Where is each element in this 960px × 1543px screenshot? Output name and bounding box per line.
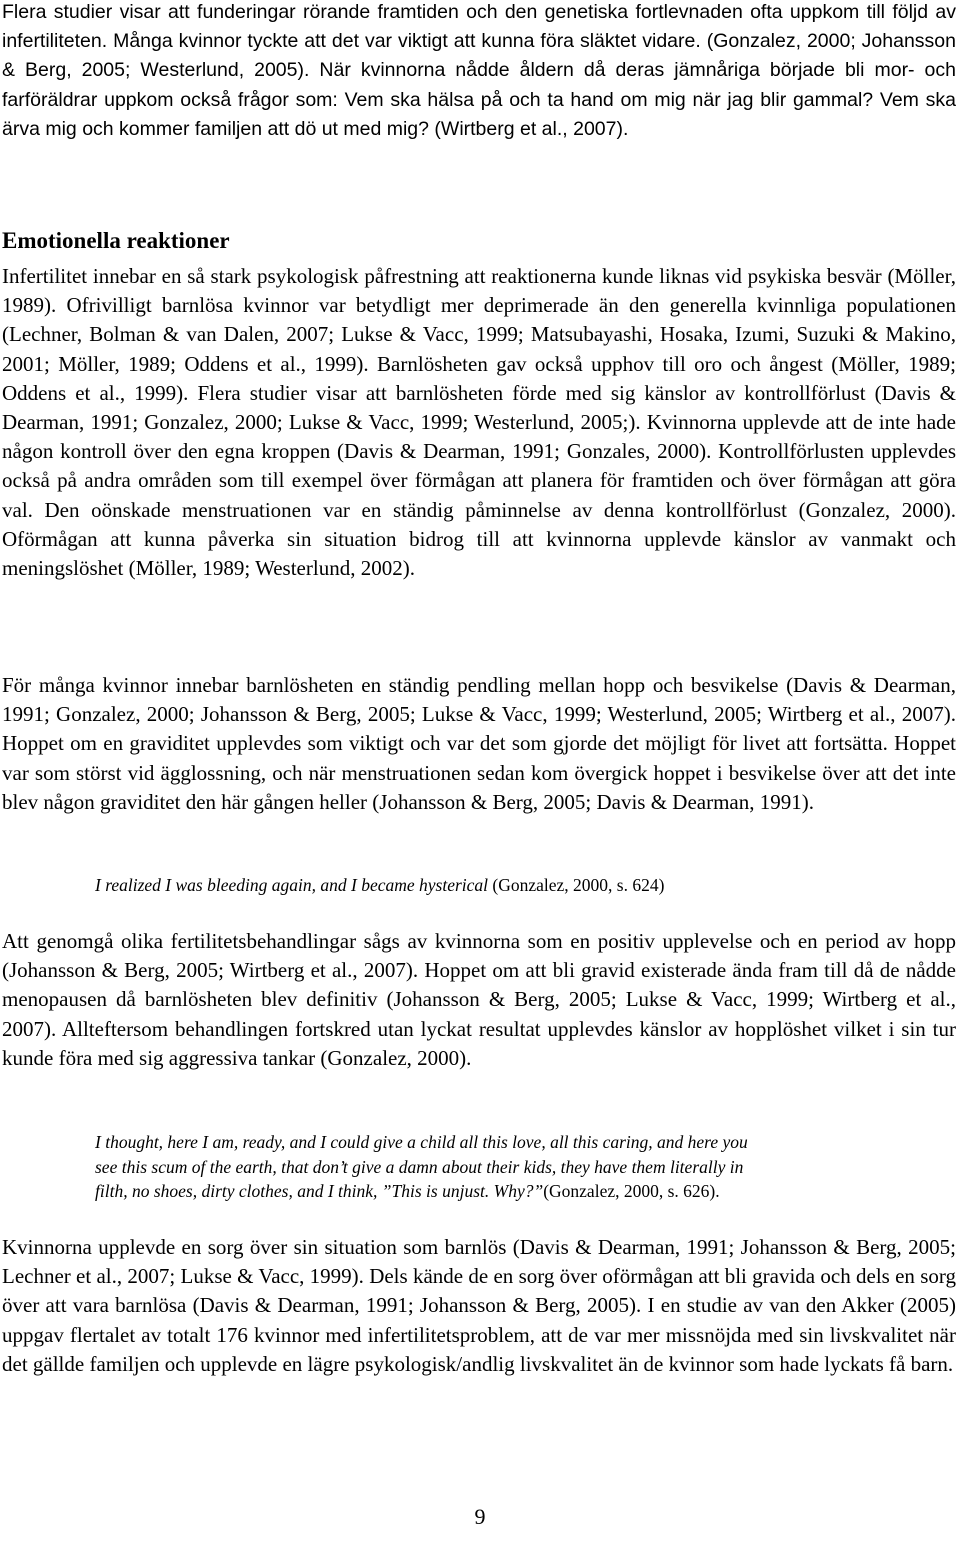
body-paragraph: För många kvinnor innebar barnlösheten en ständig pendling mellan hopp och besvikelse (Davis & Dearman, 1991; Gonzalez, 2000; Johansson & Berg, 2005; Lukse & Vacc, 1999; Westerlund, 2005; Wirtberg et al., 2007). Hoppet om en graviditet upplevdes som viktigt och var det som gjorde det möjligt för livet att fortsätta. Hoppet var som störst vid ägglossning, och när menstruationen sedan kom övergick hoppet i besvikelse över att det inte blev någon graviditet den här gången heller (Johansson & Berg, 2005; Davis & Dearman, 1991). — [2, 673, 956, 814]
quote-citation: (Gonzalez, 2000, s. 626). — [543, 1181, 720, 1201]
body-paragraph: Kvinnorna upplevde en sorg över sin situation som barnlös (Davis & Dearman, 1991; Johansson & Berg, 2005; Lechner et al., 2007; Lukse & Vacc, 1999). Dels kände de en sorg över oförmågan att bli gravida och dels en sorg över att vara barnlösa (Davis & Dearman, 1991; Johansson & Berg, 2005). I en studie av van den Akker (2005) uppgav flertalet av totalt 176 kvinnor med infertilitetsproblem, att de var mer missnöjda med sin livskvalitet när det gällde familjen och upplevde en lägre psykologisk/andlig livskvalitet än de kvinnor som hade lyckats få barn. — [2, 1235, 956, 1376]
quote-line: filth, no shoes, dirty clothes, and I think, ”This is unjust. Why?” — [95, 1181, 544, 1201]
body-paragraph: Flera studier visar att funderingar rörande framtiden och den genetiska fortlevnaden ofta uppkom till följd av infertiliteten. Många kvinnor tyckte att det var viktigt att kunna föra släktet vidare. (Gonzalez, 2000; Johansson & Berg, 2005; Westerlund, 2005). När kvinnorna nådde åldern då deras jämnåriga började bli mor- och farföräldrar uppkom också frågor som: Vem ska hälsa på och ta hand om mig när jag blir gammal? Vem ska ärva mig och kommer familjen att dö ut med mig? (Wirtberg et al., 2007). — [2, 1, 956, 140]
quote-citation: (Gonzalez, 2000, s. 624) — [488, 875, 665, 895]
section-heading: Emotionella reaktioner — [2, 228, 230, 253]
page-number: 9 — [474, 1504, 486, 1529]
block-quote — [95, 873, 915, 898]
quote-text: I realized I was bleeding again, and I became hysterical — [95, 875, 489, 895]
body-paragraph: Att genomgå olika fertilitetsbehandlingar sågs av kvinnorna som en positiv upplevelse och en period av hopp (Johansson & Berg, 2005; Wirtberg et al., 2007). Hoppet om att bli gravid existerade ända fram till då de nådde menopausen då barnlösheten blev definitiv (Johansson & Berg, 2005; Lukse & Vacc, 1999; Wirtberg et al., 2007). Allteftersom behandlingen fortskred utan lyckat resultat upplevdes känslor av hopplöshet vilket i sin tur kunde föra med sig aggressiva tankar (Gonzalez, 2000). — [2, 929, 956, 1070]
body-paragraph: Infertilitet innebar en så stark psykologisk påfrestning att reaktionerna kunde liknas vid psykiska besvär (Möller, 1989). Ofrivilligt barnlösa kvinnor var betydligt mer deprimerade än den generella kvinnliga populationen (Lechner, Bolman & van Dalen, 2007; Lukse & Vacc, 1999; Matsubayashi, Hosaka, Izumi, Suzuki & Makino, 2001; Möller, 1989; Oddens et al., 1999). Barnlösheten gav också upphov till oro och ångest (Möller, 1989; Oddens et al., 1999). Flera studier visar att barnlösheten förde med sig känslor av kontrollförlust (Davis & Dearman, 1991; Gonzalez, 2000; Lukse & Vacc, 1999; Westerlund, 2005;). Kvinnorna upplevde att de inte hade någon kontroll över den egna kroppen (Davis & Dearman, 1991; Gonzales, 2000). Kontrollförlusten upplevdes också på andra områden som till exempel över förmågan att planera för framtiden och över förmågan att göra val. Den oönskade menstruationen var en ständig påminnelse av denna kontrollförlust (Gonzalez, 2000). Oförmågan att kunna påverka sin situation bidrog till att kvinnorna upplevde känslor av vanmakt och meningslöshet (Möller, 1989; Westerlund, 2002). — [2, 264, 956, 581]
quote-line: I thought, here I am, ready, and I could give a child all this love, all this caring, and here you — [95, 1132, 748, 1152]
block-quote — [95, 1130, 915, 1204]
quote-line: see this scum of the earth, that don’t give a damn about their kids, they have them literally in — [95, 1156, 744, 1177]
